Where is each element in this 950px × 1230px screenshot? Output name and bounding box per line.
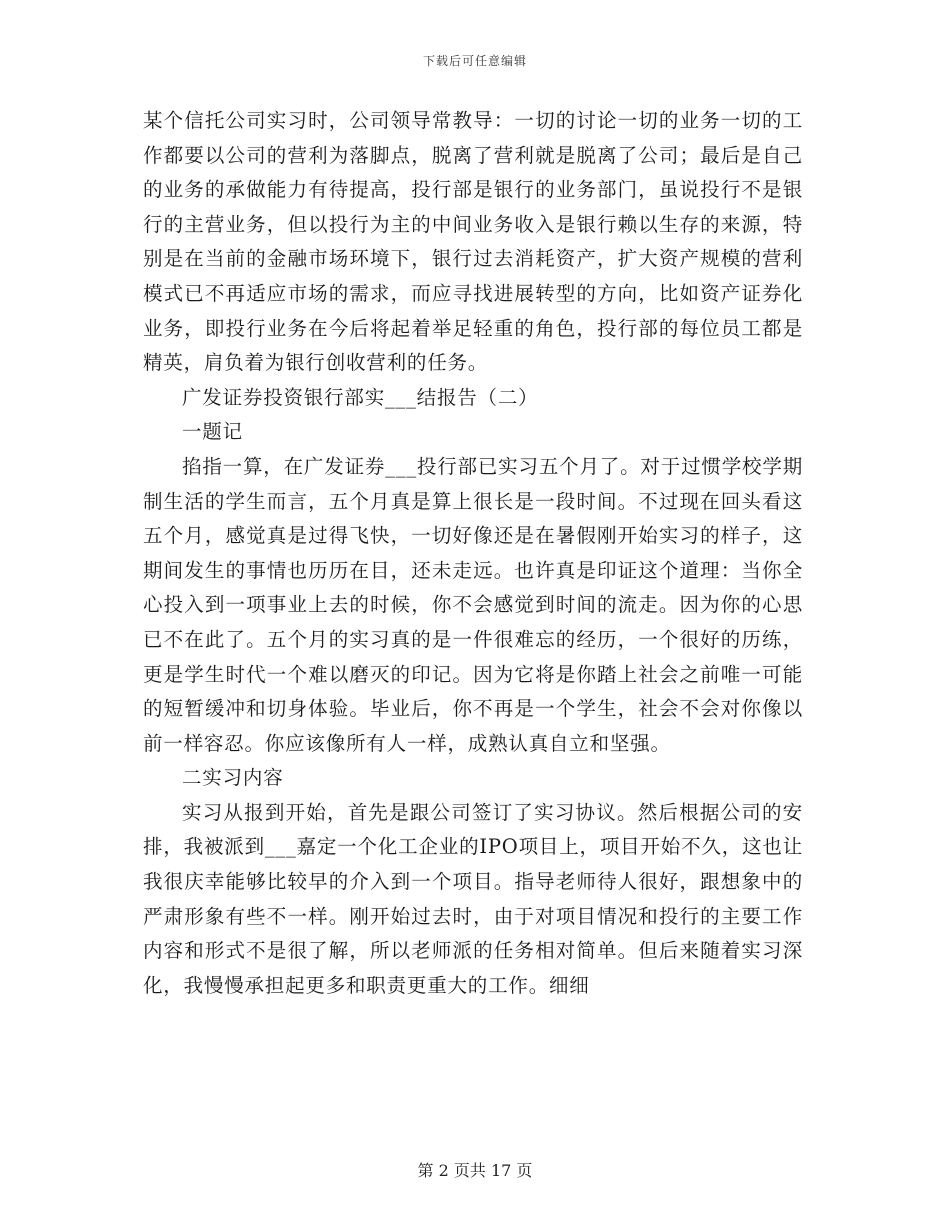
body-paragraph-content: 实习从报到开始，首先是跟公司签订了实习协议。然后根据公司的安排，我被派到___嘉定一个化工企业的IPO项目上，项目开始不久，这也让我很庆幸能够比较早的介入到一个项目。指导老师待人很好，跟想象中的严肃形象有些不一样。刚开始过去时，由于对项目情况和投行的主要工作内容和形式不是很了解，所以老师派的任务相对简单。但后来随着实习深化，我慢慢承担起更多和职责更重大的工作。细细	[143, 800, 803, 997]
body-paragraph-foreword: 掐指一算，在广发证券___投行部已实习五个月了。对于过惯学校学期制生活的学生而言，五个月真是算上很长是一段时间。不过现在回头看这五个月，感觉真是过得飞快，一切好像还是在暑假刚开始实习的样子，这期间发生的事情也历历在目，还未走远。也许真是印证这个道理：当你全心投入到一项事业上去的时候，你不会感觉到时间的流走。因为你的心思已不在此了。五个月的实习真的是一件很难忘的经历，一个很好的历练，更是学生时代一个难以磨灭的印记。因为它将是你踏上社会之前唯一可能的短暂缓冲和切身体验。毕业后，你不再是一个学生，社会不会对你像以前一样容忍。你应该像所有人一样，成熟认真自立和坚强。	[143, 454, 803, 755]
section-heading-content: 二实习内容	[182, 766, 284, 790]
document-body	[143, 104, 803, 1003]
page-header-note: 下载后可任意编辑	[422, 54, 527, 68]
page-number: 第 2 页共 17 页	[417, 1161, 533, 1180]
section-title: 广发证券投资银行部实___结报告（二）	[182, 385, 539, 409]
section-heading-foreword: 一题记	[182, 420, 243, 444]
body-paragraph-continued: 某个信托公司实习时，公司领导常教导：一切的讨论一切的业务一切的工作都要以公司的营利为落脚点，脱离了营利就是脱离了公司；最后是自己的业务的承做能力有待提高，投行部是银行的业务部门，虽说投行不是银行的主营业务，但以投行为主的中间业务收入是银行赖以生存的来源，特别是在当前的金融市场环境下，银行过去消耗资产，扩大资产规模的营利模式已不再适应市场的需求，而应寻找进展转型的方向，比如资产证券化业务，即投行业务在今后将起着举足轻重的角色，投行部的每位员工都是精英，肩负着为银行创收营利的任务。	[143, 109, 803, 375]
